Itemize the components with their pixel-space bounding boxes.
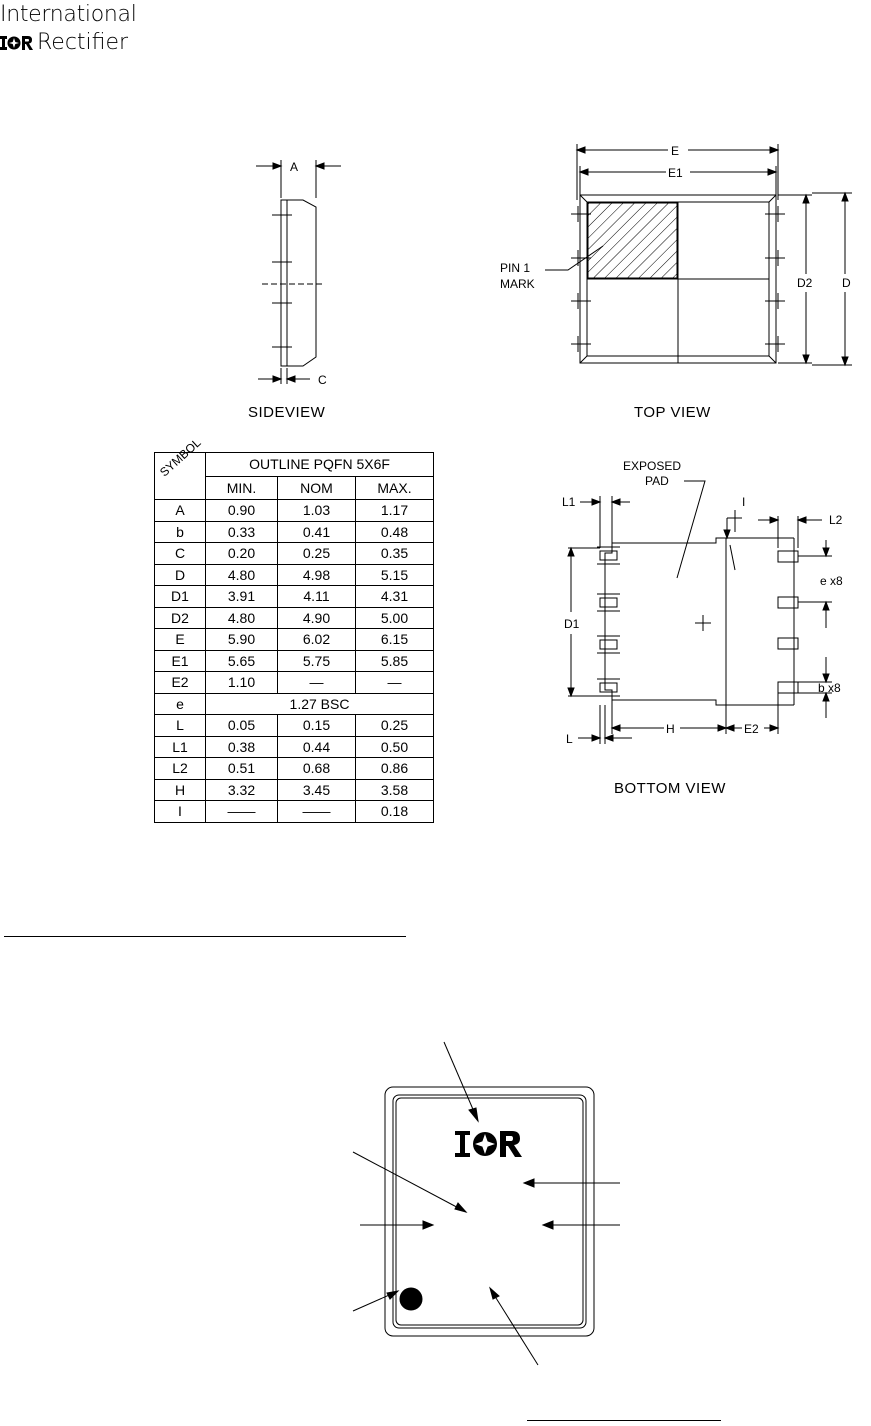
row-symbol: E bbox=[155, 629, 206, 651]
side-view-caption: SIDEVIEW bbox=[248, 404, 326, 421]
row-min: 4.80 bbox=[206, 564, 278, 586]
row-min: 0.05 bbox=[206, 715, 278, 737]
row-symbol: L1 bbox=[155, 736, 206, 758]
outline-header: OUTLINE PQFN 5X6F bbox=[206, 453, 434, 477]
row-nom: 3.45 bbox=[278, 779, 356, 801]
side-label-a: A bbox=[290, 160, 299, 174]
row-symbol: A bbox=[155, 500, 206, 522]
top-label-d: D bbox=[842, 276, 851, 290]
row-symbol: H bbox=[155, 779, 206, 801]
bottom-exposed-line2: PAD bbox=[645, 474, 669, 488]
row-symbol: b bbox=[155, 521, 206, 543]
table-row bbox=[155, 736, 434, 758]
bottom-label-b-x8: b x8 bbox=[818, 681, 841, 695]
row-symbol: D2 bbox=[155, 607, 206, 629]
row-nom: 0.68 bbox=[278, 758, 356, 780]
table-row bbox=[155, 586, 434, 608]
bottom-label-e2: E2 bbox=[744, 722, 759, 736]
row-min: 0.51 bbox=[206, 758, 278, 780]
top-label-e: E bbox=[671, 144, 680, 158]
bottom-label-l2: L2 bbox=[829, 513, 843, 527]
table-row bbox=[155, 607, 434, 629]
table-row bbox=[155, 779, 434, 801]
top-pin1-line1: PIN 1 bbox=[500, 261, 531, 275]
row-nom: 0.25 bbox=[278, 543, 356, 565]
row-nom: 6.02 bbox=[278, 629, 356, 651]
side-view-drawing bbox=[256, 160, 341, 384]
column-header-min: MIN. bbox=[206, 476, 278, 500]
footer-rule bbox=[527, 1420, 721, 1421]
row-max: 0.35 bbox=[356, 543, 434, 565]
bottom-label-i: I bbox=[742, 495, 746, 509]
table-row bbox=[155, 758, 434, 780]
row-nom: — bbox=[278, 672, 356, 694]
row-min: 3.91 bbox=[206, 586, 278, 608]
top-label-d2: D2 bbox=[797, 276, 813, 290]
table-row bbox=[155, 650, 434, 672]
bottom-exposed-line1: EXPOSED bbox=[623, 459, 682, 473]
row-min: 5.90 bbox=[206, 629, 278, 651]
row-symbol: E2 bbox=[155, 672, 206, 694]
logo-rectifier-text: Rectifier bbox=[37, 30, 129, 55]
top-label-e1: E1 bbox=[668, 166, 683, 180]
row-nom: 0.15 bbox=[278, 715, 356, 737]
table-row bbox=[155, 543, 434, 565]
column-header-nom: NOM bbox=[278, 476, 356, 500]
row-max: 1.17 bbox=[356, 500, 434, 522]
row-min: 1.10 bbox=[206, 672, 278, 694]
bottom-view-drawing bbox=[568, 481, 832, 744]
row-max: 5.15 bbox=[356, 564, 434, 586]
row-min: 0.38 bbox=[206, 736, 278, 758]
top-view-caption: TOP VIEW bbox=[634, 404, 711, 421]
row-span-value: 1.27 BSC bbox=[206, 693, 434, 715]
row-max: 6.15 bbox=[356, 629, 434, 651]
row-nom: —— bbox=[278, 801, 356, 823]
row-max: 5.85 bbox=[356, 650, 434, 672]
row-nom: 4.11 bbox=[278, 586, 356, 608]
bottom-view-caption: BOTTOM VIEW bbox=[614, 780, 726, 797]
table-row bbox=[155, 693, 434, 715]
row-symbol: C bbox=[155, 543, 206, 565]
logo-line-international: International bbox=[0, 2, 137, 27]
bottom-label-l: L bbox=[566, 732, 573, 746]
row-symbol: D1 bbox=[155, 586, 206, 608]
row-min: 0.90 bbox=[206, 500, 278, 522]
row-max: 5.00 bbox=[356, 607, 434, 629]
bottom-label-l1: L1 bbox=[562, 495, 576, 509]
row-symbol: e bbox=[155, 693, 206, 715]
row-max: 0.25 bbox=[356, 715, 434, 737]
marking-ior-logo-icon bbox=[455, 1131, 522, 1157]
row-nom: 4.98 bbox=[278, 564, 356, 586]
row-nom: 5.75 bbox=[278, 650, 356, 672]
column-header-max: MAX. bbox=[356, 476, 434, 500]
table-row bbox=[155, 500, 434, 522]
side-label-c: C bbox=[318, 373, 327, 387]
row-symbol: E1 bbox=[155, 650, 206, 672]
row-symbol: D bbox=[155, 564, 206, 586]
section-divider bbox=[4, 936, 406, 937]
table-row bbox=[155, 564, 434, 586]
row-min: 4.80 bbox=[206, 607, 278, 629]
row-nom: 0.44 bbox=[278, 736, 356, 758]
bottom-label-h: H bbox=[666, 722, 675, 736]
top-view-drawing bbox=[545, 144, 852, 365]
symbol-header: SYMBOL bbox=[157, 435, 204, 480]
row-min: 0.20 bbox=[206, 543, 278, 565]
bottom-label-d1: D1 bbox=[564, 617, 580, 631]
bottom-label-e-x8: e x8 bbox=[820, 574, 843, 588]
top-pin1-line2: MARK bbox=[500, 277, 535, 291]
row-min: —— bbox=[206, 801, 278, 823]
row-max: 3.58 bbox=[356, 779, 434, 801]
table-row bbox=[155, 715, 434, 737]
row-max: 0.18 bbox=[356, 801, 434, 823]
table-row bbox=[155, 801, 434, 823]
row-max: 0.50 bbox=[356, 736, 434, 758]
table-row bbox=[155, 521, 434, 543]
row-max: — bbox=[356, 672, 434, 694]
row-max: 0.48 bbox=[356, 521, 434, 543]
dimension-table bbox=[154, 435, 434, 823]
row-min: 5.65 bbox=[206, 650, 278, 672]
row-nom: 1.03 bbox=[278, 500, 356, 522]
table-row bbox=[155, 629, 434, 651]
row-max: 4.31 bbox=[356, 586, 434, 608]
part-marking-drawing bbox=[353, 1042, 620, 1365]
row-min: 3.32 bbox=[206, 779, 278, 801]
row-symbol: L bbox=[155, 715, 206, 737]
table-row bbox=[155, 672, 434, 694]
row-symbol: L2 bbox=[155, 758, 206, 780]
row-max: 0.86 bbox=[356, 758, 434, 780]
row-nom: 4.90 bbox=[278, 607, 356, 629]
row-nom: 0.41 bbox=[278, 521, 356, 543]
symbol-header-cell bbox=[155, 435, 206, 500]
row-symbol: I bbox=[155, 801, 206, 823]
row-min: 0.33 bbox=[206, 521, 278, 543]
